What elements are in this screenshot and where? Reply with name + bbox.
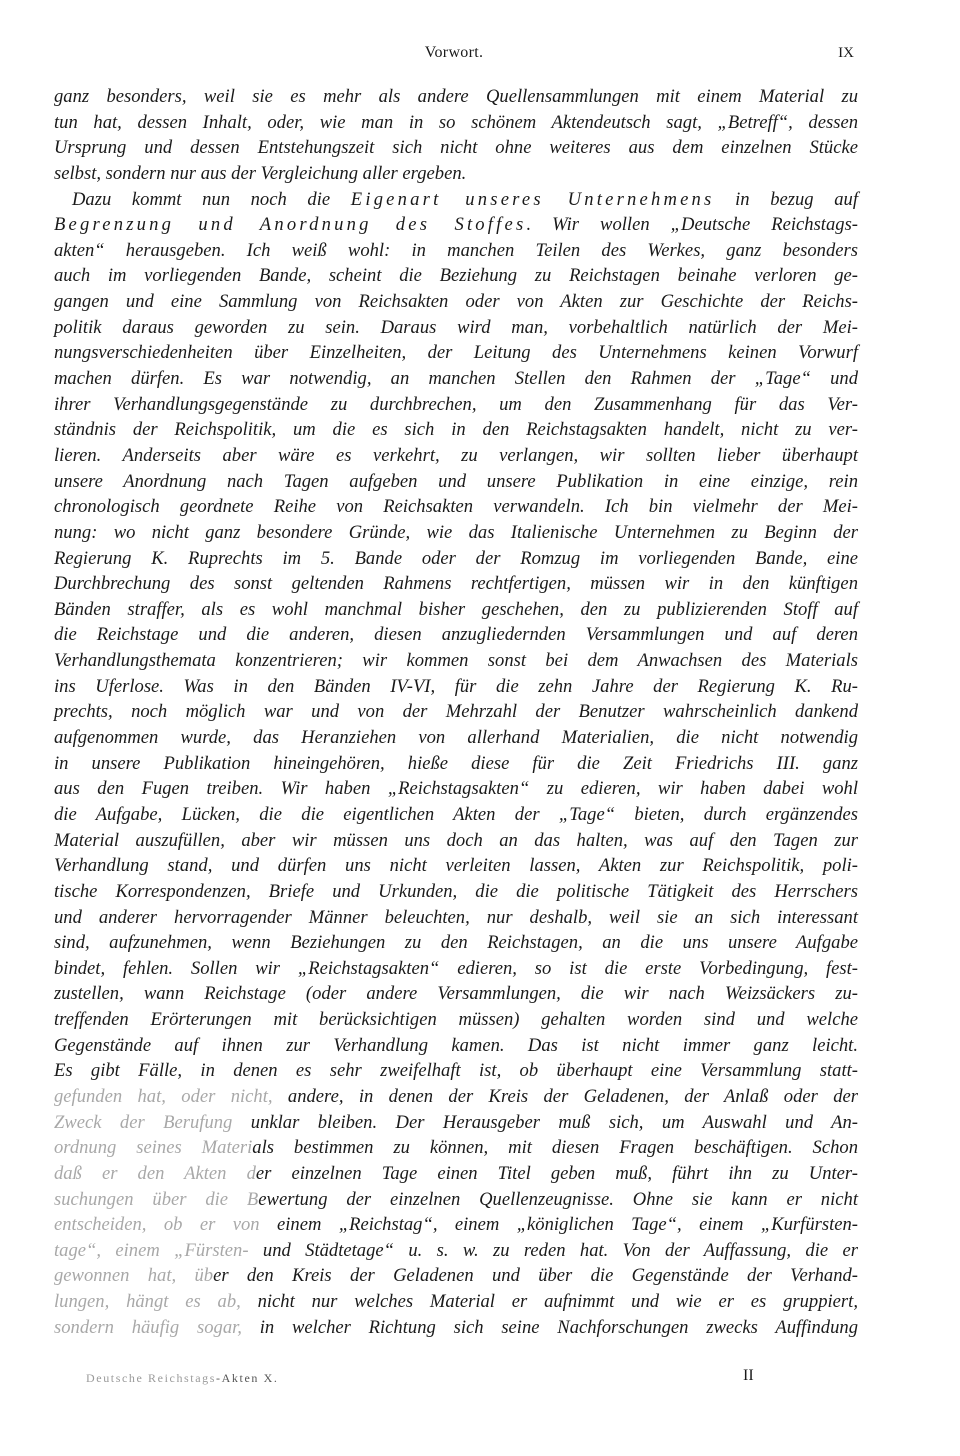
line-text: ganz besonders, weil sie es mehr als andere Quellensammlungen mit einem Material zu (54, 86, 858, 107)
line-text: in bezug auf (714, 188, 858, 210)
text-line (54, 622, 858, 648)
text-line (54, 853, 858, 879)
text-line (54, 1263, 858, 1289)
line-text: gangen und eine Sammlung von Reichsakten oder von Akten zur Geschichte der Reichs- (54, 291, 858, 313)
line-text: Verhandlung stand, und dürfen uns nicht verleiten lassen, Akten zur Reichspolitik, poli- (54, 855, 858, 877)
sheet-signature-faded: Deutsche Reichstags (86, 1371, 217, 1385)
faded-text: sondern häufig sogar, (54, 1316, 242, 1338)
line-text: selbst, sondern nur aus der Vergleichung aller ergeben. (54, 162, 467, 184)
line-text: als bestimmen zu können, mit diesen Fragen beschäftigen. Schon (252, 1137, 858, 1159)
line-text: . Wir wollen „Deutsche Reichstags- (526, 214, 858, 236)
line-text: er den Kreis der Geladenen und über die Gegenstände der Verhand- (213, 1265, 858, 1287)
text-line (54, 1007, 858, 1033)
line-text: Regierung K. Ruprechts im 5. Bande oder der Romzug im vorliegenden Bande, eine (54, 547, 858, 569)
text-line (54, 674, 858, 700)
text-line (54, 1135, 858, 1161)
line-text: lieren. Anderseits aber wäre es verkehrt, zu verlangen, wir sollten lieber überhaupt (54, 444, 858, 466)
text-line (54, 1033, 858, 1059)
line-text: Durchbrechung des sonst geltenden Rahmens rechtfertigen, müssen wir in den künftigen (54, 573, 858, 595)
faded-text: entscheiden, ob er von (54, 1214, 260, 1236)
text-line (54, 520, 858, 546)
line-text: prechts, noch möglich war und von der Mehrzahl der Benutzer wahrscheinlich dankend (54, 701, 858, 723)
line-text: Dazu kommt nun noch die (72, 188, 351, 210)
text-line (54, 315, 858, 341)
text-line (54, 1110, 858, 1136)
line-text: zustellen, wann Reichstage (oder andere Versammlungen, die wir nach Weizsäckers zu- (54, 983, 858, 1005)
faded-text: gefunden hat, oder nicht, (54, 1085, 273, 1107)
text-line (54, 1289, 858, 1315)
line-text: ins Uferlose. Was in den Bänden IV-VI, für die zehn Jahre der Regierung K. Ru- (54, 675, 858, 697)
line-text: Ursprung und dessen Entstehungszeit sich nicht ohne weiteres aus dem einzelnen Stücke (54, 137, 858, 159)
faded-text: tage“, einem „Fürsten- (54, 1239, 249, 1261)
page-footer (54, 1367, 858, 1387)
line-text: Verhandlungsthemata konzentrieren; wir kommen sonst bei dem Anwachsen des Materials (54, 650, 858, 672)
text-line (54, 135, 858, 161)
text-line (54, 648, 858, 674)
text-line (54, 1084, 858, 1110)
sheet-signature-volume: -Akten X. (216, 1371, 279, 1385)
text-line (54, 956, 858, 982)
line-text: nungsverschiedenheiten über Einzelheiten, der Leitung des Unternehmens keinen Vorwurf (54, 342, 858, 364)
line-text: politik daraus geworden zu sein. Daraus wird man, vorbehaltlich natürlich der Mei- (54, 316, 858, 338)
line-text: machen dürfen. Es war notwendig, an manchen Stellen den Rahmen der „Tage“ und (54, 368, 858, 390)
line-text: in welcher Richtung sich seine Nachforschungen zwecks Auffindung (241, 1316, 858, 1338)
spaced-emphasis: Eigenart unseres Unternehmens (350, 188, 715, 210)
text-line (54, 392, 858, 418)
line-text: aufgenommen wurde, das Heranziehen von allerhand Materialien, die nicht notwendig (54, 727, 858, 749)
line-text: chronologisch geordnete Reihe von Reichsakten verwandeln. Ich bin vielmehr der Mei- (54, 496, 858, 518)
line-text: unsere Anordnung nach Tagen aufgeben und unsere Publikation in eine einzige, rein (54, 470, 858, 492)
line-text: Es gibt Fälle, in denen es sehr zweifelhaft ist, ob überhaupt eine Versammlung statt- (54, 1060, 858, 1082)
running-title: Vorwort. (424, 44, 484, 61)
line-text: andere, in denen der Kreis der Geladenen, der Anlaß oder der (272, 1085, 858, 1107)
line-text: akten“ herausgeben. Ich weiß wohl: in manchen Teilen des Werkes, ganz besonders (54, 239, 858, 261)
line-text: tische Korrespondenzen, Briefe und Urkunden, die die politische Tätigkeit des Herrschers (54, 880, 858, 902)
text-line (54, 776, 858, 802)
line-text: und anderer hervorragender Männer beleuchten, nur deshalb, weil sie an sich interessant (54, 906, 858, 928)
text-line (54, 1212, 858, 1238)
page-number: IX (838, 45, 854, 61)
text-line (54, 1161, 858, 1187)
text-line (54, 1187, 858, 1213)
sheet-mark: II (743, 1367, 754, 1384)
text-line (54, 1238, 858, 1264)
line-text: Material auszufüllen, aber wir müssen uns doch an das halten, was auf den Tagen zur (54, 829, 858, 851)
text-line (54, 84, 858, 110)
line-text: in unsere Publikation hineingehören, hieße diese für die Zeit Friedrichs III. ganz (54, 752, 858, 774)
line-text: ewertung der einzelnen Quellenzeugnisse. Ohne sie kann er nicht (258, 1188, 858, 1210)
line-text: Bänden straffer, als es wohl manchmal bisher geschehen, den zu publizierenden Stoff auf (54, 598, 858, 620)
text-line (54, 981, 858, 1007)
text-line (54, 802, 858, 828)
text-line (54, 546, 858, 572)
text-line (54, 494, 858, 520)
line-text: die Aufgabe, Lücken, die die eigentlichen Akten der „Tage“ bieten, durch ergänzendes (54, 803, 858, 825)
spaced-emphasis: Begrenzung und Anordnung des Stoffes (54, 214, 527, 236)
faded-text: daß er den Akten d (54, 1162, 256, 1184)
body-text (54, 84, 858, 1340)
line-text: er einzelnen Tage einen Titel geben muß, führt ihn zu Unter- (255, 1162, 858, 1184)
line-text: unklar bleiben. Der Herausgeber muß sich, um Auswahl und An- (232, 1111, 858, 1133)
text-line (54, 443, 858, 469)
text-line (54, 699, 858, 725)
faded-text: lungen, hängt es ab, (54, 1291, 241, 1313)
line-text: auch im vorliegenden Bande, scheint die Beziehung zu Reichstagen beinahe verloren ge- (54, 265, 858, 287)
line-text: bindet, fehlen. Sollen wir „Reichstagsakten“ edieren, so ist die erste Vorbedingung, fest- (54, 957, 858, 979)
text-line (54, 879, 858, 905)
faded-text: suchungen über die B (54, 1188, 259, 1210)
text-line (54, 212, 858, 238)
sheet-signature (86, 1371, 278, 1386)
faded-text: ordnung seines Materi (54, 1137, 253, 1159)
line-text: die Reichstage und die anderen, diesen anzugliedernden Versammlungen und auf deren (54, 624, 858, 646)
text-line (54, 1058, 858, 1084)
text-line (54, 263, 858, 289)
line-text: einem „Reichstag“, einem „königlichen Tage“, einem „Kurfürsten- (259, 1214, 858, 1236)
text-line (54, 340, 858, 366)
line-text: tun hat, dessen Inhalt, oder, wie man in so schönem Aktendeutsch sagt, „Betreff“, dessen (54, 111, 858, 133)
line-text: nicht nur welches Material er aufnimmt und wie er es gruppiert, (240, 1291, 858, 1313)
faded-text: gewonnen hat, üb (54, 1265, 214, 1287)
faded-text: Zweck der Berufung (54, 1111, 233, 1133)
line-text: ihrer Verhandlungsgegenstände zu durchbrechen, um den Zusammenhang für das Ver- (54, 393, 858, 415)
line-text: nung: wo nicht ganz besondere Gründe, wie das Italienische Unternehmen zu Beginn der (54, 521, 858, 543)
text-line (54, 597, 858, 623)
line-text: aus den Fugen treiben. Wir haben „Reichstagsakten“ zu edieren, wir haben dabei wohl (54, 778, 858, 800)
text-line (54, 469, 858, 495)
line-text: sind, aufzunehmen, wenn Beziehungen zu den Reichstagen, an die uns unsere Aufgabe (54, 932, 858, 954)
text-line (54, 725, 858, 751)
text-line (54, 828, 858, 854)
line-text: ständnis der Reichspolitik, um die es sich in den Reichstagsakten handelt, nicht zu ver- (54, 419, 858, 441)
text-line (54, 751, 858, 777)
text-line (54, 187, 858, 213)
text-line (54, 289, 858, 315)
line-text: treffenden Erörterungen mit berücksichtigen müssen) gehalten worden sind und welche (54, 1009, 858, 1031)
line-text: und Städtetage“ u. s. w. zu reden hat. Von der Auffassung, die er (248, 1239, 859, 1261)
text-line (54, 366, 858, 392)
text-line (54, 417, 858, 443)
running-head (54, 44, 854, 68)
text-line (54, 571, 858, 597)
text-line (54, 1315, 858, 1341)
text-line (54, 238, 858, 264)
line-text: Gegenstände auf ihnen zur Verhandlung kamen. Das ist nicht immer ganz leicht. (54, 1034, 858, 1056)
text-line (54, 930, 858, 956)
text-line (54, 110, 858, 136)
text-line (54, 161, 858, 187)
text-line (54, 905, 858, 931)
